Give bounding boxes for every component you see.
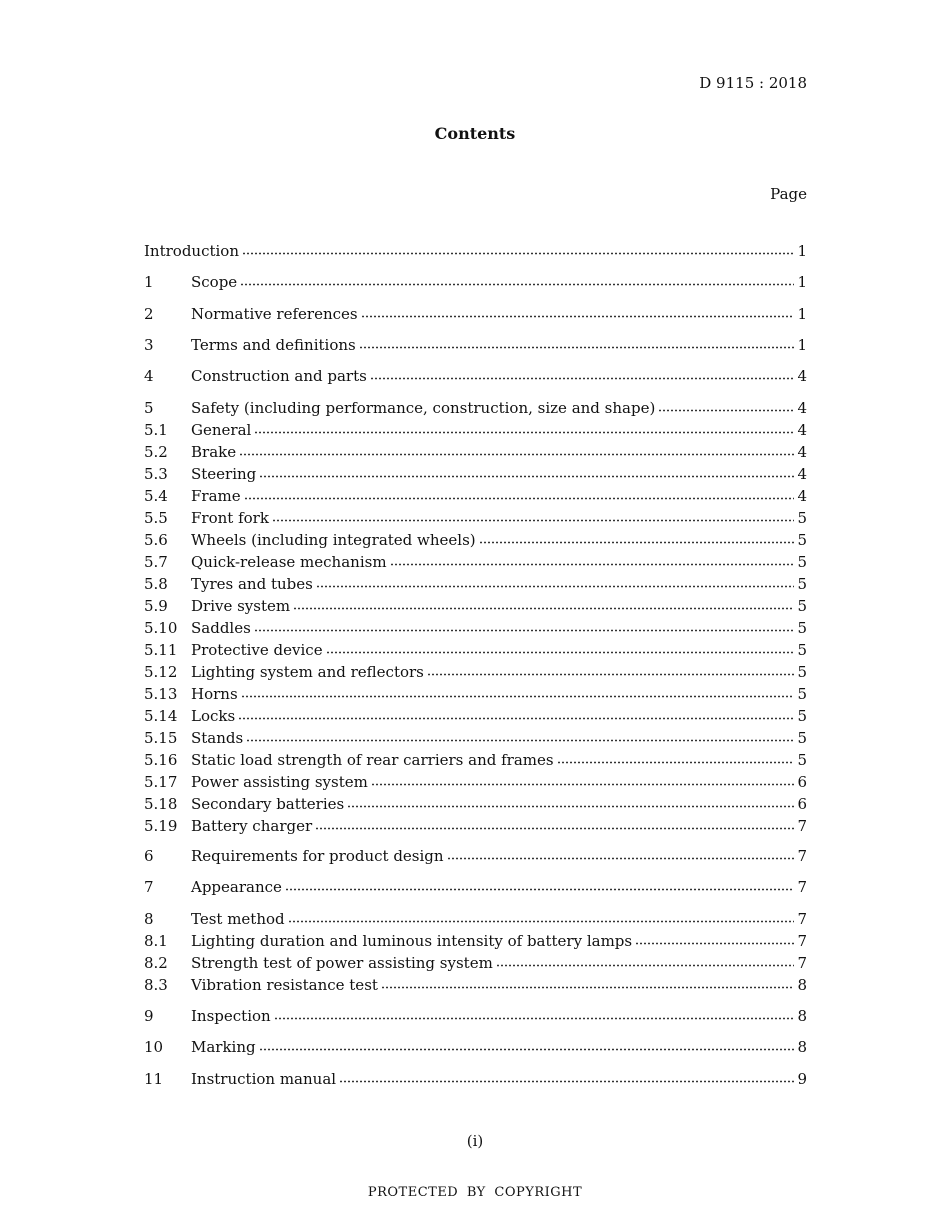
toc-entry-page: 4 (797, 465, 807, 483)
toc-entry-title: Terms and definitions (191, 336, 356, 354)
dot-leader (293, 597, 794, 611)
table-of-contents (144, 0, 807, 1100)
toc-entry-number: 5.3 (144, 465, 168, 483)
toc-entry-page: 1 (797, 273, 807, 291)
dot-leader (326, 641, 794, 655)
toc-entry-number: 5.17 (144, 773, 178, 791)
toc-entry-page: 5 (797, 729, 807, 747)
dot-leader (274, 1007, 794, 1021)
dot-leader (381, 976, 794, 990)
toc-entry-number: 5.7 (144, 553, 168, 571)
toc-entry-title: Requirements for product design (191, 847, 444, 865)
toc-entry-title: Construction and parts (191, 367, 367, 385)
toc-entry-title: Appearance (191, 878, 282, 896)
toc-entry (144, 771, 807, 793)
toc-entry-number: 5.10 (144, 619, 178, 637)
page-title: Contents (434, 124, 516, 143)
toc-entry-page: 7 (797, 932, 807, 950)
toc-entry-number: 5.18 (144, 795, 178, 813)
toc-entry-number: 5.5 (144, 509, 168, 527)
toc-entry (144, 240, 807, 262)
toc-entry (144, 661, 807, 683)
dot-leader (240, 273, 794, 287)
toc-entry-page: 9 (797, 1070, 807, 1088)
toc-entry-number: 7 (144, 878, 154, 896)
toc-entry-page: 5 (797, 707, 807, 725)
toc-entry (144, 876, 807, 898)
toc-entry-number: 9 (144, 1007, 154, 1025)
toc-entry-title: Horns (191, 685, 238, 703)
toc-entry (144, 573, 807, 595)
toc-entry-number: 3 (144, 336, 154, 354)
toc-entry-page: 8 (797, 1038, 807, 1056)
toc-entry-title: Front fork (191, 509, 269, 527)
toc-entry-page: 5 (797, 685, 807, 703)
toc-entry (144, 551, 807, 573)
toc-entry-number: 5.15 (144, 729, 178, 747)
toc-entry-number: 5.16 (144, 751, 178, 769)
toc-entry-title: Quick-release mechanism (191, 553, 387, 571)
dot-leader (254, 421, 794, 435)
toc-entry-page: 5 (797, 619, 807, 637)
toc-entry-title: Safety (including performance, construction, size and shape) (191, 399, 656, 417)
toc-entry (144, 529, 807, 551)
dot-leader (316, 575, 794, 589)
page-folio: (i) (466, 1132, 484, 1150)
dot-leader (447, 847, 794, 861)
toc-entry-title: Scope (191, 273, 238, 291)
toc-entry-title: Instruction manual (191, 1070, 337, 1088)
toc-entry-number: 8.2 (144, 954, 168, 972)
toc-entry-number: 5.19 (144, 817, 178, 835)
toc-entry-number: 5.12 (144, 663, 178, 681)
toc-entry-title: Lighting duration and luminous intensity of battery lamps (191, 932, 633, 950)
toc-entry-title: Normative references (191, 305, 358, 323)
toc-entry-number: 2 (144, 305, 154, 323)
toc-entry-page: 7 (797, 878, 807, 896)
toc-entry-number: 5.4 (144, 487, 168, 505)
toc-entry-title: Drive system (191, 597, 291, 615)
toc-entry (144, 683, 807, 705)
toc-entry-title: Tyres and tubes (191, 575, 313, 593)
toc-entry-page: 8 (797, 976, 807, 994)
dot-leader (285, 878, 794, 892)
toc-entry-number: 8.1 (144, 932, 168, 950)
toc-entry-title: Locks (191, 707, 236, 725)
dot-leader (246, 729, 794, 743)
toc-entry-title: Protective device (191, 641, 323, 659)
toc-entry (144, 463, 807, 485)
dot-leader (347, 795, 794, 809)
toc-entry-page: 4 (797, 399, 807, 417)
dot-leader (390, 553, 794, 567)
toc-entry-page: 5 (797, 553, 807, 571)
toc-entry-title: Wheels (including integrated wheels) (191, 531, 476, 549)
toc-entry-title: Secondary batteries (191, 795, 345, 813)
toc-entry-number: 5.8 (144, 575, 168, 593)
dot-leader (244, 487, 794, 501)
dot-leader (272, 509, 794, 523)
toc-entry-page: 7 (797, 954, 807, 972)
toc-entry-number: 1 (144, 273, 154, 291)
dot-leader (239, 443, 794, 457)
dot-leader (496, 954, 794, 968)
toc-entry-number: 4 (144, 367, 154, 385)
toc-entry (144, 639, 807, 661)
dot-leader (254, 619, 794, 633)
toc-entry-title: Vibration resistance test (191, 976, 378, 994)
toc-entry (144, 595, 807, 617)
toc-entry-page: 7 (797, 910, 807, 928)
toc-entry-page: 1 (797, 305, 807, 323)
toc-entry (144, 845, 807, 867)
toc-entry (144, 727, 807, 749)
toc-entry (144, 815, 807, 837)
toc-entry-page: 1 (797, 242, 807, 260)
toc-entry-number: 11 (144, 1070, 164, 1088)
toc-entry-title: General (191, 421, 252, 439)
toc-entry (144, 1005, 807, 1027)
dot-leader (361, 305, 794, 319)
dot-leader (288, 910, 794, 924)
toc-entry (144, 930, 807, 952)
toc-entry-title: Stands (191, 729, 244, 747)
toc-entry (144, 749, 807, 771)
toc-entry-number: 5.14 (144, 707, 178, 725)
toc-entry-title: Static load strength of rear carriers and frames (191, 751, 554, 769)
toc-entry-page: 5 (797, 641, 807, 659)
document-number: D 9115 : 2018 (699, 74, 807, 92)
toc-entry-title: Battery charger (191, 817, 313, 835)
dot-leader (259, 1038, 794, 1052)
dot-leader (238, 707, 794, 721)
copyright-notice: PROTECTED BY COPYRIGHT (367, 1185, 583, 1200)
toc-entry-number: 5.1 (144, 421, 168, 439)
toc-entry (144, 485, 807, 507)
toc-entry-page: 6 (797, 795, 807, 813)
toc-entry (144, 419, 807, 441)
toc-entry-page: 7 (797, 817, 807, 835)
dot-leader (241, 685, 794, 699)
toc-entry-page: 5 (797, 509, 807, 527)
toc-entry-page: 5 (797, 597, 807, 615)
toc-entry (144, 334, 807, 356)
toc-entry-title: Steering (191, 465, 257, 483)
toc-entry-page: 8 (797, 1007, 807, 1025)
toc-entry (144, 1068, 807, 1090)
toc-entry-title: Test method (191, 910, 285, 928)
dot-leader (427, 663, 794, 677)
toc-entry (144, 952, 807, 974)
toc-entry-number: 5.6 (144, 531, 168, 549)
dot-leader (635, 932, 794, 946)
toc-entry-page: 5 (797, 531, 807, 549)
page-column-label: Page (770, 185, 807, 203)
toc-entry (144, 617, 807, 639)
dot-leader (557, 751, 794, 765)
toc-entry-page: 5 (797, 575, 807, 593)
toc-entry-title: Lighting system and reflectors (191, 663, 424, 681)
toc-entry-number: 8.3 (144, 976, 168, 994)
toc-entry-number: 5.11 (144, 641, 178, 659)
toc-entry (144, 974, 807, 996)
toc-entry (144, 507, 807, 529)
toc-entry-page: 4 (797, 421, 807, 439)
toc-entry-title: Brake (191, 443, 237, 461)
toc-entry (144, 303, 807, 325)
toc-entry-number: 5.9 (144, 597, 168, 615)
toc-entry-title: Saddles (191, 619, 251, 637)
toc-entry (144, 908, 807, 930)
toc-entry-page: 4 (797, 443, 807, 461)
toc-entry-page: 1 (797, 336, 807, 354)
toc-entry-title: Inspection (191, 1007, 271, 1025)
toc-entry (144, 271, 807, 293)
toc-entry-number: 8 (144, 910, 154, 928)
toc-entry-page: 4 (797, 367, 807, 385)
toc-entry-title: Marking (191, 1038, 256, 1056)
toc-entry-number: 6 (144, 847, 154, 865)
toc-entry-title: Power assisting system (191, 773, 368, 791)
toc-entry (144, 705, 807, 727)
toc-entry-number: 5 (144, 399, 154, 417)
toc-entry-page: 7 (797, 847, 807, 865)
toc-entry (144, 397, 807, 419)
dot-leader (359, 336, 794, 350)
toc-entry-page: 5 (797, 751, 807, 769)
toc-entry-title: Introduction (144, 242, 239, 260)
dot-leader (658, 399, 794, 413)
toc-entry-page: 6 (797, 773, 807, 791)
toc-entry-title: Frame (191, 487, 241, 505)
toc-entry (144, 1036, 807, 1058)
dot-leader (370, 367, 794, 381)
toc-entry-number: 10 (144, 1038, 164, 1056)
toc-entry (144, 793, 807, 815)
toc-entry (144, 441, 807, 463)
toc-entry-number: 5.2 (144, 443, 168, 461)
toc-entry-title: Strength test of power assisting system (191, 954, 493, 972)
dot-leader (242, 242, 794, 256)
toc-entry-number: 5.13 (144, 685, 178, 703)
dot-leader (315, 817, 794, 831)
dot-leader (371, 773, 794, 787)
dot-leader (339, 1070, 794, 1084)
toc-entry (144, 365, 807, 387)
toc-entry-page: 5 (797, 663, 807, 681)
toc-entry-page: 4 (797, 487, 807, 505)
dot-leader (259, 465, 794, 479)
dot-leader (479, 531, 794, 545)
